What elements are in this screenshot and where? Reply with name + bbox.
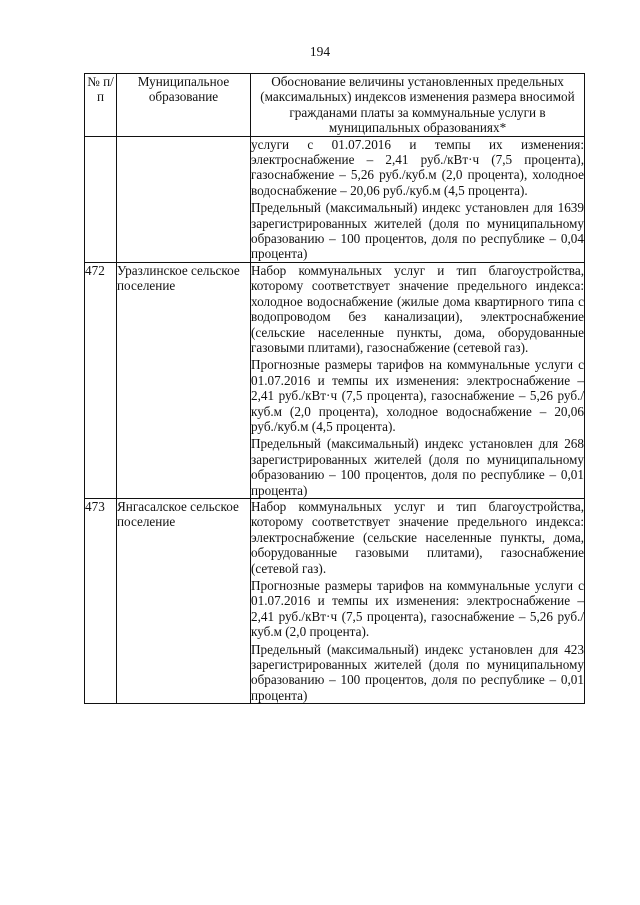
table-row xyxy=(85,136,585,262)
row-justification xyxy=(251,262,585,498)
justification-paragraph: Набор коммунальных услуг и тип благоустройства, которому соответствует значение предельного индекса: электроснабжение (сельские населенные пункты, дома, оборудованные газовыми плитами), газоснабжение (сетевой газ). xyxy=(251,498,584,576)
justification-paragraph: Набор коммунальных услуг и тип благоустройства, которому соответствует значение предельного индекса: холодное водоснабжение (жилые дома квартирного типа с водопроводом без канализации), электроснабжение (сельские населенные пункты, дома, оборудованные газовыми плитами), газоснабжение (сетевой газ). xyxy=(251,262,584,355)
justification-paragraph: Прогнозные размеры тарифов на коммунальные услуги с 01.07.2016 и темпы их изменения: электроснабжение – 2,41 руб./кВт·ч (7,5 процента), газоснабжение – 5,26 руб./куб.м (2,0 процента). xyxy=(251,578,584,640)
justification-paragraph: Прогнозные размеры тарифов на коммунальные услуги с 01.07.2016 и темпы их изменения: электроснабжение – 2,41 руб./кВт·ч (7,5 процента), газоснабжение – 5,26 руб./куб.м (2,0 процента), холодное водоснабжение – 20,06 руб./куб.м (4,5 процента). xyxy=(251,357,584,434)
table-row xyxy=(85,262,585,498)
row-number xyxy=(85,136,117,262)
justification-paragraph: Предельный (максимальный) индекс установлен для 268 зарегистрированных жителей (доля по муниципальному образованию – 100 процентов, доля по республике – 0,01 процента) xyxy=(251,436,584,498)
page-number: 194 xyxy=(309,44,331,59)
column-header-justification: Обоснование величины установленных предельных (максимальных) индексов изменения размера вносимой гражданами платы за коммунальные услуги в муниципальных образованиях* xyxy=(251,74,585,137)
row-municipality: Уразлинское сельское поселение xyxy=(117,262,251,498)
justification-paragraph: Предельный (максимальный) индекс установлен для 423 зарегистрированных жителей (доля по муниципальному образованию – 100 процентов, доля по республике – 0,01 процента) xyxy=(251,641,584,703)
table-row xyxy=(85,498,585,703)
row-municipality xyxy=(117,136,251,262)
municipal-index-table xyxy=(84,73,585,704)
row-municipality: Янгасалское сельское поселение xyxy=(117,498,251,703)
justification-paragraph: Предельный (максимальный) индекс установлен для 1639 зарегистрированных жителей (доля по муниципальному образованию – 100 процентов, доля по республике – 0,04 процента) xyxy=(251,200,584,262)
column-header-number: № п/п xyxy=(85,74,117,137)
justification-paragraph: услуги с 01.07.2016 и темпы их изменения: электроснабжение – 2,41 руб./кВт·ч (7,5 процента), газоснабжение – 5,26 руб./куб.м (2,0 процента), холодное водоснабжение – 20,06 руб./куб.м (4,5 процента). xyxy=(251,136,584,198)
table-header-row xyxy=(85,74,585,137)
row-number: 473 xyxy=(85,498,117,703)
column-header-municipality: Муниципальное образование xyxy=(117,74,251,137)
row-justification xyxy=(251,136,585,262)
row-justification xyxy=(251,498,585,703)
row-number: 472 xyxy=(85,262,117,498)
